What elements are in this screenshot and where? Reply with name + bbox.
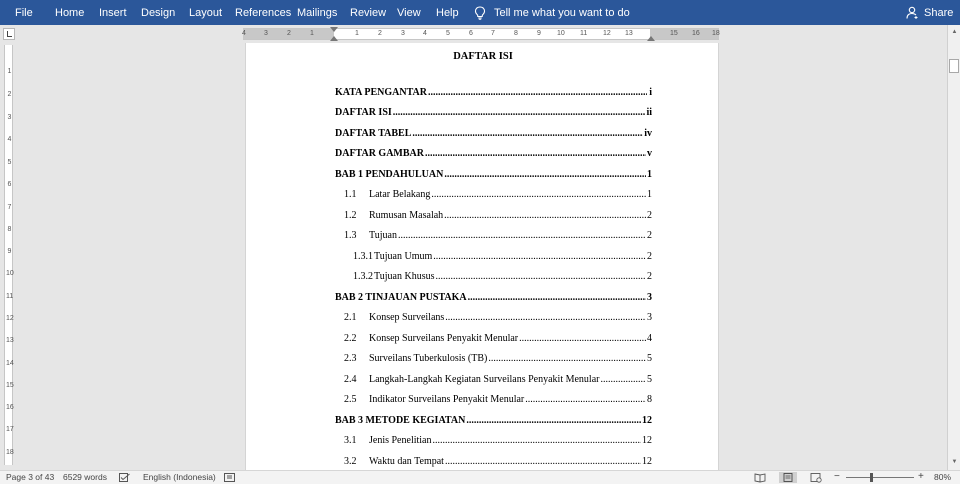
vruler-label: 15 xyxy=(6,382,14,389)
toc-dot-leader xyxy=(445,456,641,467)
toc-page-number: 8 xyxy=(647,394,652,405)
zoom-slider-thumb[interactable] xyxy=(870,473,873,482)
ruler-label: 18 xyxy=(712,30,720,37)
toc-entry-label: BAB 3 METODE KEGIATAN xyxy=(335,415,466,426)
page-title: DAFTAR ISI xyxy=(453,51,513,62)
page-count[interactable]: Page 3 of 43 xyxy=(6,472,55,482)
toc-page-number: 2 xyxy=(647,251,652,262)
ruler-label: 4 xyxy=(423,30,427,37)
ruler-label: 5 xyxy=(446,30,450,37)
tab-view[interactable]: View xyxy=(397,7,421,19)
toc-entry[interactable] xyxy=(335,84,652,98)
vruler-label: 6 xyxy=(7,181,12,188)
toc-dot-leader xyxy=(488,353,646,364)
toc-entry-label: Rumusan Masalah xyxy=(369,210,444,221)
toc-dot-leader xyxy=(428,87,647,98)
toc-page-number: 1 xyxy=(647,169,652,180)
scrollbar-thumb[interactable] xyxy=(949,59,959,73)
language-indicator[interactable]: English (Indonesia) xyxy=(143,472,216,482)
toc-entry[interactable] xyxy=(335,125,652,139)
ruler-label: 16 xyxy=(692,30,700,37)
share-button[interactable] xyxy=(906,0,953,25)
word-count[interactable]: 6529 words xyxy=(63,472,107,482)
right-indent-marker[interactable] xyxy=(647,36,655,41)
tab-references[interactable]: References xyxy=(235,7,292,19)
toc-page-number: ii xyxy=(646,107,652,118)
ruler-label: 2 xyxy=(287,30,291,37)
toc-dot-leader xyxy=(466,415,641,426)
toc-entry[interactable] xyxy=(335,104,652,118)
toc-page-number: 5 xyxy=(647,353,652,364)
toc-dot-leader xyxy=(433,435,642,446)
vruler-label: 11 xyxy=(6,293,14,300)
toc-entry-label: Langkah-Langkah Kegiatan Surveilans Penyakit Menular xyxy=(369,374,600,385)
toc-entry-label: Tujuan xyxy=(369,230,397,241)
toc-entry-label: BAB 1 PENDAHULUAN xyxy=(335,169,444,180)
vertical-ruler[interactable] xyxy=(4,45,13,465)
toc-dot-leader xyxy=(519,333,646,344)
toc-entry[interactable] xyxy=(335,227,652,241)
zoom-slider[interactable] xyxy=(846,477,914,478)
toc-page-number: 12 xyxy=(642,435,652,446)
tab-help[interactable]: Help xyxy=(436,7,459,19)
toc-entry[interactable] xyxy=(335,350,652,364)
toc-page-number: iv xyxy=(644,128,652,139)
toc-dot-leader xyxy=(431,189,646,200)
toc-page-number: 4 xyxy=(647,333,652,344)
toc-page-number: 12 xyxy=(642,456,652,467)
toc-entry-number: 1.3.2 xyxy=(353,271,373,282)
toc-dot-leader xyxy=(425,148,646,159)
zoom-in-button[interactable]: + xyxy=(918,471,924,482)
toc-dot-leader xyxy=(412,128,643,139)
toc-entry[interactable] xyxy=(335,166,652,180)
toc-dot-leader xyxy=(444,169,646,180)
vruler-label: 7 xyxy=(7,204,12,211)
web-layout-icon xyxy=(807,472,825,483)
toc-entry[interactable] xyxy=(335,371,652,385)
ruler-label: 9 xyxy=(537,30,541,37)
toc-entry-number: 3.1 xyxy=(344,435,357,446)
ruler-label: 6 xyxy=(469,30,473,37)
toc-entry-number: 1.1 xyxy=(344,189,357,200)
tab-home[interactable]: Home xyxy=(55,7,85,19)
toc-dot-leader xyxy=(468,292,646,303)
toc-entry[interactable] xyxy=(335,207,652,221)
toc-entry[interactable] xyxy=(335,432,652,446)
toc-entry-label: Tujuan Umum xyxy=(374,251,433,262)
ruler-label: 2 xyxy=(378,30,382,37)
toc-page-number: 3 xyxy=(647,312,652,323)
toc-entry[interactable] xyxy=(335,391,652,405)
print-layout-icon xyxy=(779,472,797,483)
toc-entry-label: Indikator Surveilans Penyakit Menular xyxy=(369,394,525,405)
read-mode-button[interactable] xyxy=(751,472,769,483)
toc-entry[interactable] xyxy=(335,248,652,262)
horizontal-ruler[interactable] xyxy=(243,28,719,40)
toc-dot-leader xyxy=(398,230,646,241)
hanging-indent-marker[interactable] xyxy=(330,36,338,41)
toc-dot-leader xyxy=(445,312,646,323)
vruler-label: 8 xyxy=(7,226,12,233)
vruler-label: 1 xyxy=(7,68,12,75)
toc-entry-label: Latar Belakang xyxy=(369,189,431,200)
zoom-out-button[interactable]: − xyxy=(834,471,840,482)
ruler-label: 4 xyxy=(242,30,246,37)
ruler-label: 1 xyxy=(355,30,359,37)
toc-entry[interactable] xyxy=(335,453,652,467)
toc-entry-label: DAFTAR TABEL xyxy=(335,128,412,139)
accessibility-icon[interactable] xyxy=(224,473,235,482)
zoom-level[interactable]: 80% xyxy=(934,472,952,482)
toc-entry[interactable] xyxy=(335,145,652,159)
toc-dot-leader xyxy=(600,374,646,385)
read-mode-icon xyxy=(751,472,769,483)
ruler-label: 11 xyxy=(580,30,588,37)
tab-design[interactable]: Design xyxy=(141,7,176,19)
vruler-label: 13 xyxy=(6,337,14,344)
ruler-label: 7 xyxy=(491,30,495,37)
toc-entry-label: BAB 2 TINJAUAN PUSTAKA xyxy=(335,292,467,303)
toc-entry-number: 2.5 xyxy=(344,394,357,405)
toc-entry-number: 1.3 xyxy=(344,230,357,241)
share-label: Share xyxy=(924,6,954,19)
document-page[interactable] xyxy=(245,43,719,470)
right-margin-region xyxy=(650,29,719,39)
lightbulb-icon xyxy=(474,6,486,20)
toc-page-number: 2 xyxy=(647,230,652,241)
vruler-label: 10 xyxy=(6,270,14,277)
toc-entry-label: Tujuan Khusus xyxy=(374,271,435,282)
toc-entry-label: Konsep Surveilans xyxy=(369,312,445,323)
toc-entry-number: 2.3 xyxy=(344,353,357,364)
toc-page-number: 2 xyxy=(647,271,652,282)
toc-page-number: 3 xyxy=(647,292,652,303)
vruler-label: 5 xyxy=(7,159,12,166)
vruler-label: 12 xyxy=(6,315,14,322)
toc-page-number: v xyxy=(647,148,652,159)
toc-entry-number: 1.3.1 xyxy=(353,251,373,262)
vruler-label: 3 xyxy=(7,114,12,121)
person-icon xyxy=(906,6,919,19)
toc-page-number: 5 xyxy=(647,374,652,385)
toc-entry[interactable] xyxy=(335,268,652,282)
toc-page-number: 2 xyxy=(647,210,652,221)
toc-entry-label: Jenis Penelitian xyxy=(369,435,432,446)
toc-entry-number: 2.1 xyxy=(344,312,357,323)
tab-mailings[interactable]: Mailings xyxy=(297,7,338,19)
vruler-label: 16 xyxy=(6,404,14,411)
ruler-label: 12 xyxy=(603,30,611,37)
toc-entry-number: 2.4 xyxy=(344,374,357,385)
toc-entry[interactable] xyxy=(335,186,652,200)
tell-me-text: Tell me what you want to do xyxy=(494,6,630,19)
ruler-label: 1 xyxy=(310,30,314,37)
vruler-label: 17 xyxy=(6,426,14,433)
tab-insert[interactable]: Insert xyxy=(99,7,127,19)
web-layout-button[interactable] xyxy=(807,472,825,483)
ruler-label: 3 xyxy=(401,30,405,37)
ruler-label: 15 xyxy=(670,30,678,37)
toc-entry[interactable] xyxy=(335,412,652,426)
toc-dot-leader xyxy=(393,107,646,118)
tab-file[interactable]: File xyxy=(15,7,33,19)
tab-layout[interactable]: Layout xyxy=(189,7,223,19)
toc-entry-label: KATA PENGANTAR xyxy=(335,87,427,98)
toc-entry-label: DAFTAR GAMBAR xyxy=(335,148,424,159)
toc-entry-label: DAFTAR ISI xyxy=(335,107,392,118)
toc-entry-label: Surveilans Tuberkulosis (TB) xyxy=(369,353,488,364)
vruler-label: 18 xyxy=(6,449,14,456)
ribbon-menu-bar xyxy=(0,0,960,25)
toc-dot-leader xyxy=(444,210,646,221)
vruler-label: 4 xyxy=(7,136,12,143)
vruler-label: 2 xyxy=(7,91,12,98)
vruler-label: 14 xyxy=(6,360,14,367)
print-layout-button[interactable] xyxy=(779,472,797,483)
toc-entry[interactable] xyxy=(335,309,652,323)
vertical-scrollbar[interactable] xyxy=(947,25,960,470)
scroll-up-icon[interactable]: ▲ xyxy=(951,29,958,35)
toc-entry-label: Waktu dan Tempat xyxy=(369,456,444,467)
ruler-label: 10 xyxy=(557,30,565,37)
scroll-down-icon[interactable]: ▼ xyxy=(951,459,958,465)
tab-review[interactable]: Review xyxy=(350,7,387,19)
status-bar xyxy=(0,470,960,484)
ruler-label: 13 xyxy=(625,30,633,37)
toc-entry-label: Konsep Surveilans Penyakit Menular xyxy=(369,333,519,344)
toc-dot-leader xyxy=(525,394,646,405)
first-line-indent-marker[interactable] xyxy=(330,27,338,32)
vruler-label: 9 xyxy=(7,248,12,255)
toc-entry[interactable] xyxy=(335,330,652,344)
toc-entry-number: 3.2 xyxy=(344,456,357,467)
toc-page-number: 12 xyxy=(642,415,652,426)
toc-entry-number: 2.2 xyxy=(344,333,357,344)
ruler-label: 3 xyxy=(264,30,268,37)
toc-page-number: 1 xyxy=(647,189,652,200)
toc-entry[interactable] xyxy=(335,289,652,303)
toc-page-number: i xyxy=(649,87,652,98)
proofing-icon[interactable] xyxy=(119,473,130,482)
tab-stop-selector[interactable] xyxy=(3,28,15,40)
tell-me-search[interactable] xyxy=(474,0,630,25)
ruler-label: 8 xyxy=(514,30,518,37)
toc-dot-leader xyxy=(433,251,646,262)
toc-dot-leader xyxy=(435,271,646,282)
toc-entry-number: 1.2 xyxy=(344,210,357,221)
